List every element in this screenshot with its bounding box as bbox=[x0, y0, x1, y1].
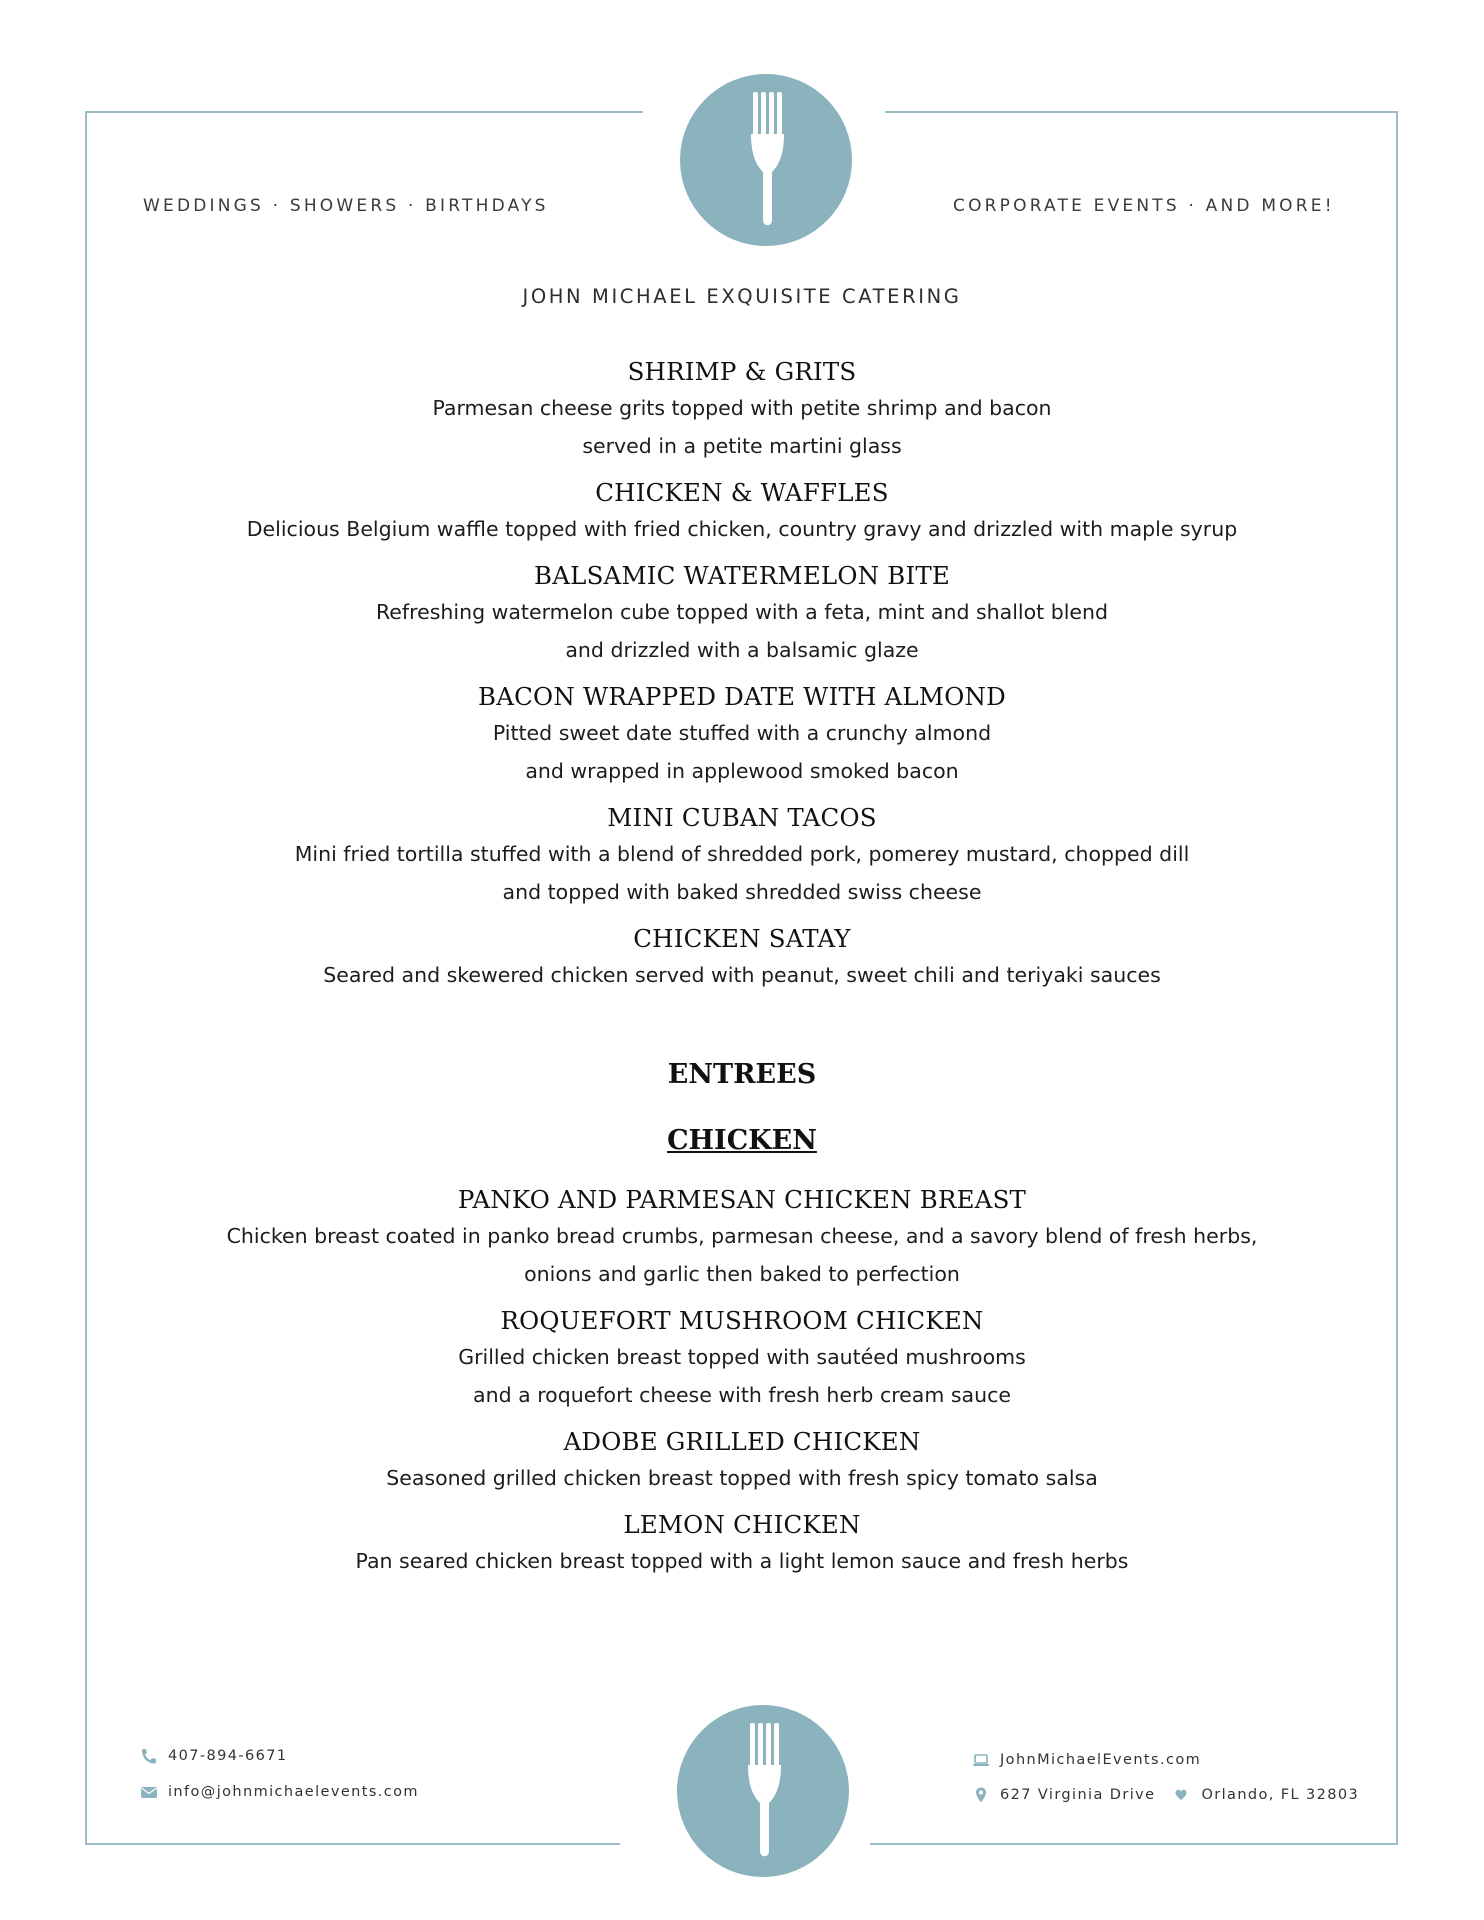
menu-item-title: MINI CUBAN TACOS bbox=[607, 803, 877, 832]
chicken-subheading: CHICKEN bbox=[667, 1125, 817, 1156]
menu-item bbox=[150, 1304, 1334, 1414]
menu-item-title: ROQUEFORT MUSHROOM CHICKEN bbox=[500, 1306, 984, 1335]
menu-item-title: PANKO AND PARMESAN CHICKEN BREAST bbox=[457, 1185, 1027, 1214]
heart-icon bbox=[1175, 1789, 1187, 1801]
tagline-left: WEDDINGS · SHOWERS · BIRTHDAYS bbox=[143, 196, 549, 216]
bottom-logo bbox=[677, 1705, 849, 1877]
menu-item-description: and a roquefort cheese with fresh herb cream sauce bbox=[473, 1383, 1011, 1407]
menu-item bbox=[150, 559, 1334, 669]
appetizer-list bbox=[150, 355, 1334, 994]
frame-right bbox=[1396, 111, 1398, 1845]
frame-bottom-right bbox=[870, 1843, 1398, 1845]
website-contact bbox=[972, 1752, 1201, 1768]
company-name: JOHN MICHAEL EXQUISITE CATERING bbox=[522, 285, 962, 308]
street-address: 627 Virginia Drive bbox=[1000, 1787, 1156, 1803]
menu-item-description: and wrapped in applewood smoked bacon bbox=[525, 759, 959, 783]
mail-icon bbox=[140, 1784, 158, 1800]
menu-item-title: SHRIMP & GRITS bbox=[627, 357, 857, 386]
menu-item bbox=[150, 476, 1334, 548]
menu-item bbox=[150, 801, 1334, 911]
menu-item-description: and topped with baked shredded swiss cheese bbox=[502, 880, 982, 904]
frame-bottom-left bbox=[85, 1843, 620, 1845]
menu-item-description: Seasoned grilled chicken breast topped with fresh spicy tomato salsa bbox=[386, 1466, 1098, 1490]
menu-item-title: ADOBE GRILLED CHICKEN bbox=[563, 1427, 921, 1456]
city-address: Orlando, FL 32803 bbox=[1201, 1787, 1360, 1803]
menu-item-description: Grilled chicken breast topped with sautéed mushrooms bbox=[458, 1345, 1026, 1369]
menu-item-title: CHICKEN SATAY bbox=[633, 924, 851, 953]
email-address: info@johnmichaelevents.com bbox=[168, 1784, 419, 1800]
menu-item-description: Pan seared chicken breast topped with a light lemon sauce and fresh herbs bbox=[355, 1549, 1129, 1573]
menu-item-description: Pitted sweet date stuffed with a crunchy almond bbox=[492, 721, 992, 745]
email-contact bbox=[140, 1784, 419, 1800]
menu-item-description: Parmesan cheese grits topped with petite shrimp and bacon bbox=[432, 396, 1052, 420]
menu-item-title: LEMON CHICKEN bbox=[623, 1510, 861, 1539]
menu-item-description: served in a petite martini glass bbox=[582, 434, 902, 458]
map-pin-icon bbox=[972, 1787, 990, 1803]
menu-item-title: BALSAMIC WATERMELON BITE bbox=[534, 561, 950, 590]
menu-item-description: and drizzled with a balsamic glaze bbox=[565, 638, 919, 662]
menu-item bbox=[150, 922, 1334, 994]
menu-item bbox=[150, 355, 1334, 465]
tagline-right: CORPORATE EVENTS · AND MORE! bbox=[953, 196, 1335, 216]
frame-top-left bbox=[85, 111, 643, 113]
entree-list bbox=[150, 1183, 1334, 1580]
top-logo bbox=[680, 74, 852, 246]
menu-item bbox=[150, 680, 1334, 790]
phone-icon bbox=[140, 1748, 158, 1764]
menu-item bbox=[150, 1425, 1334, 1497]
menu-item-description: Seared and skewered chicken served with peanut, sweet chili and teriyaki sauces bbox=[323, 963, 1161, 987]
menu-item bbox=[150, 1183, 1334, 1293]
website-link: JohnMichaelEvents.com bbox=[1000, 1752, 1202, 1768]
menu-item-description: Refreshing watermelon cube topped with a feta, mint and shallot blend bbox=[375, 600, 1109, 624]
phone-contact bbox=[140, 1748, 288, 1764]
laptop-icon bbox=[972, 1752, 990, 1768]
menu-item bbox=[150, 1508, 1334, 1580]
frame-left bbox=[85, 111, 87, 1845]
address-contact bbox=[972, 1787, 1359, 1803]
menu bbox=[150, 355, 1334, 1591]
menu-item-title: BACON WRAPPED DATE WITH ALMOND bbox=[478, 682, 1006, 711]
menu-item-description: Delicious Belgium waffle topped with fried chicken, country gravy and drizzled with maple syrup bbox=[246, 517, 1238, 541]
menu-item-description: Mini fried tortilla stuffed with a blend of shredded pork, pomerey mustard, chopped dill bbox=[294, 842, 1190, 866]
menu-item-description: Chicken breast coated in panko bread crumbs, parmesan cheese, and a savory blend of fresh herbs, bbox=[226, 1224, 1258, 1248]
fork-icon bbox=[677, 1705, 849, 1877]
fork-icon bbox=[680, 74, 852, 246]
entrees-heading: ENTREES bbox=[667, 1059, 817, 1090]
phone-number: 407-894-6671 bbox=[168, 1748, 288, 1764]
frame-top-right bbox=[885, 111, 1398, 113]
menu-item-title: CHICKEN & WAFFLES bbox=[595, 478, 889, 507]
menu-item-description: onions and garlic then baked to perfection bbox=[524, 1262, 960, 1286]
